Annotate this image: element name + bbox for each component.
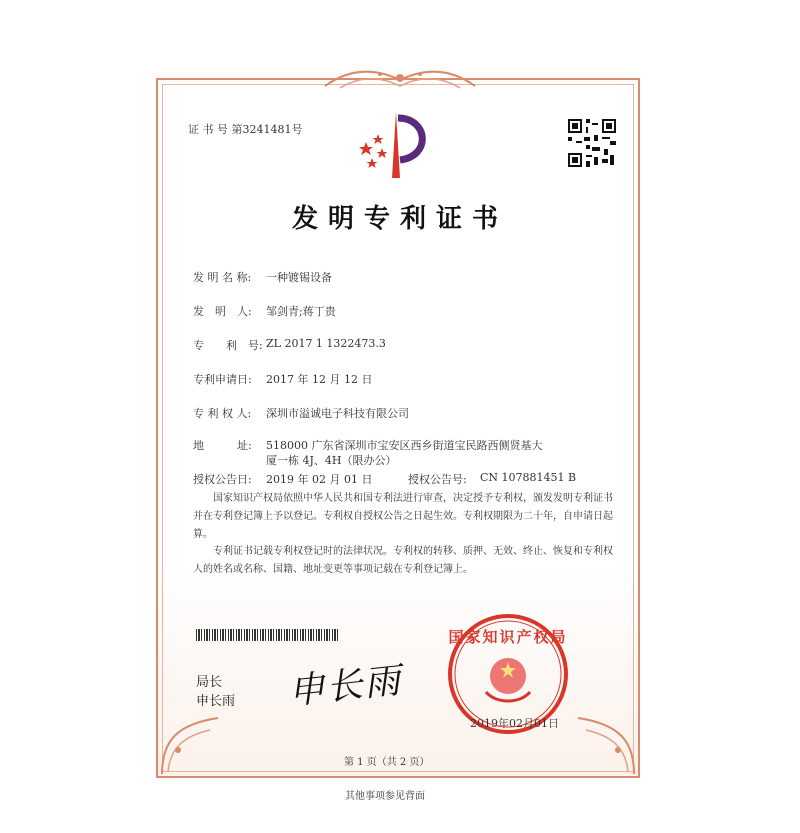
patentee-value: 深圳市溢诚电子科技有限公司 xyxy=(266,407,409,420)
seal-date: 2019年02月01日 xyxy=(470,717,559,730)
patent-number-value: ZL 2017 1 1322473.3 xyxy=(266,337,386,350)
patent-office-logo xyxy=(356,108,436,182)
svg-text:国家知识产权局: 国家知识产权局 xyxy=(448,628,568,646)
barcode xyxy=(196,629,340,641)
back-side-note: 其他事项参见背面 xyxy=(345,791,425,802)
filing-date-label: 专利申请日: xyxy=(193,373,252,386)
grant-date-label: 授权公告日: xyxy=(193,473,252,486)
certificate-number: 证 书 号 第3241481号 xyxy=(188,123,303,136)
address-label: 地 址: xyxy=(193,439,252,452)
address-line-2: 厦一栋 4J、4H（限办公） xyxy=(266,454,397,467)
legal-paragraph-2: 专利证书记载专利权登记时的法律状况。专利权的转移、质押、无效、终止、恢复和专利权人的姓名或名称、国籍、地址变更等事项记载在专利登记簿上。 xyxy=(193,546,613,575)
inventor-label: 发 明 人: xyxy=(193,305,252,318)
grant-number-value: CN 107881451 B xyxy=(480,471,577,484)
invention-name-label: 发 明 名 称: xyxy=(193,271,252,284)
director-title: 局长 xyxy=(196,675,223,690)
legal-paragraph-1: 国家知识产权局依照中华人民共和国专利法进行审查，决定授予专利权，颁发发明专利证书并在专利登记簿上予以登记。专利权自授权公告之日起生效。专利权期限为二十年，自申请日起算。 xyxy=(193,493,613,540)
inventor-value: 邹剑青;蒋丁贵 xyxy=(266,305,336,318)
grant-number-label: 授权公告号: xyxy=(408,473,467,486)
filing-date-value: 2017 年 12 月 12 日 xyxy=(266,373,373,386)
address-line-1: 518000 广东省深圳市宝安区西乡街道宝民路西侧贤基大 xyxy=(266,439,543,452)
grant-date-value: 2019 年 02 月 01 日 xyxy=(266,473,373,486)
patent-number-label: 专 利 号: xyxy=(193,339,263,352)
invention-name-value: 一种镀锡设备 xyxy=(266,271,332,284)
bottom-right-ornament xyxy=(568,710,638,776)
top-ornament xyxy=(320,66,480,96)
bottom-left-ornament xyxy=(158,710,228,776)
handwritten-signature: 申长雨 xyxy=(286,660,405,713)
director-name: 申长雨 xyxy=(196,694,236,709)
patentee-label: 专 利 权 人: xyxy=(193,407,252,420)
page-number-note: 第 1 页（共 2 页） xyxy=(344,757,430,768)
qr-code xyxy=(566,117,618,169)
certificate-title: 发明专利证书 xyxy=(291,204,508,234)
